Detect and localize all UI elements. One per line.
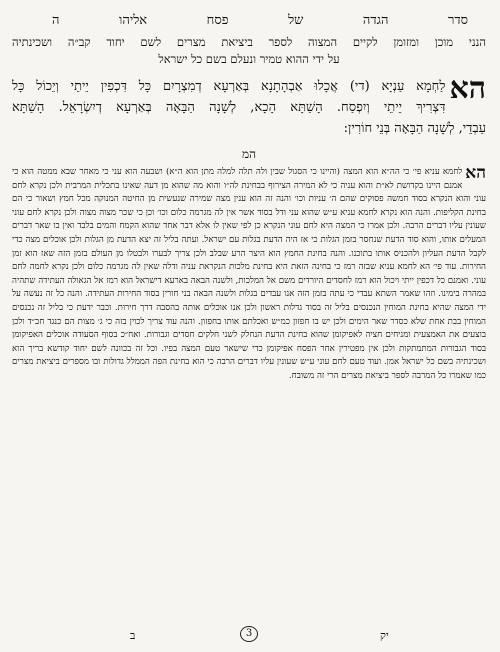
ha-line-1: לַחְמָא עַנְיָא (די) אֲכָלוּ אַבְהָתָנָא בְּאַרְעָא דְמִצְרָיִם כָּל דִּכְפִין יֵיתֵי וְיֵכוֹל כָּל: [12, 79, 446, 94]
commentary-text: לחמא עניא פי׳ כי הה״א הוא המצה (והיינו כי הסגול שבין ולה תלה למלה מתן הוא ה״א) ושבעה הוא עני כי מאחר שבא ממטה הוא כי אמנם היינו בקדושת לא״ת והוא עניה כי לא המירה הצירוף בבחינת לה״ו והוא מה שהוא מן דעה שאינו בתכלית המרבית ולכן נקרא לחם עוני והוא הנקרא בסוד חמשה פסוקים שהם ה׳ עניות וכו׳ והנה זה הוא ענין מצה שמירה שנעשית מן החיטה המנוקה מכל חמץ ושאור כי הם בחינת הקליפות. והנה הוא נקרא לחמא עניא ע״ש שהוא עני ודל בסוד אשר אין לה מגרמה כלום וכו׳ וכן כי שכר מצוה מצוה ולכן נקרא לחם עוני שעונין עליו דברים הרבה. ולכן אמרו כי המצה היא לחם עוני הנקרא כן לפי שאין לו אלא דבר אחד שהוא הקמח והמים בלבד ואין בו שאר דברים המעלים אותו, והוא סוד הדעת שנחסר בזמן הגלות כי אז היה הדעת בגלות עם ישראל. ועתה בליל זה יצא הדעת מן הגלות ולכן אוכלים מצה כדי לקבל הדעת העליון ולהכניס אותו בתוכנו. והנה בחינת החמץ הוא היצר הרע שבלב ולכן צריך לבערו ולבטלו מן העולם בזמן הזה שאז הוא זמן החירות. עוד פי׳ הא לחמא עניא שבזה רמז כי בחינה הזאת היא בחינת מלכות הנקראת עניה ודלה שאין לה מגרמה כלום ולכן נקרא לחמה לחם עוני. ואמנם כל דכפין ייתי ויכול הוא רמז לחסדים היורדים משם אל המלכות, ולשנה הבאה בארעא דישראל הוא רמז אל הגאולה העתידה שתהיה במהרה בימינו. וזהו שאמר השתא עבדי כי עתה בזמן הזה אנו עבדים בגלות ולשנה הבאה בני חורין בסוד החירות העתידה. והנה כל זה נעשה על ידי המצה שהיא בחינת המוחין הנכנסים בליל זה בסוד גדלות ראשון ולכן אנו אוכלים אותה בהסבה דרך חירות. וכבר ידעת כי בליל זה נכנסים המוחין בבת אחת שלא כסדר שאר הימים ולכן יש בו חפזון כמ״ש ואכלתם אותו בחפזון. והנה עוד צריך לכוין בזה כי ג׳ מצות הם כנגד חב״ד ולכן בוצעים את האמצעית ומניחים חציה לאפיקומן שהוא בחינת הדעת הנחלק לשני חלקים חסדים וגבורות. ואח״כ בסוף הסעודה אוכלים האפיקומן בסוד הגבורות המתמתקות ולכן אין מפטירין אחר הפסח אפיקומן כדי שישאר טעם המצה בפיו. וכל זה בכוונה לשם יחוד קודשא בריך הוא ושכינתיה בשם כל ישראל אמן. ועוד טעם לחם עוני ע״ש שעונין עליו דברים הרבה כי הוא בחינת הפה הממלל גדולות ובו מספרים ביציאת מצרים כמו שאמרו כל המרבה לספר ביציאת מצרים הרי זה משובח.: [12, 167, 486, 381]
commentary-block: [12, 163, 486, 384]
header-word: פסח: [206, 13, 229, 28]
header-word: סדר: [447, 13, 468, 28]
section-label: המ: [241, 147, 256, 161]
footer-signature-right: יק: [380, 629, 389, 642]
ha-line-3: עַבְדֵי, לְשָׁנָה הַבָּאָה בְּנֵי חוֹרִין:: [343, 121, 486, 136]
intro-line-1: הנני מוכן ומזומן לקיים המצוה לספר ביציאת מצרים לשם יחוד קב״ה ושכינתיה: [12, 35, 486, 49]
intro-line-2: על ידי ההוא טמיר ונעלם בשם כל ישראל: [158, 52, 340, 66]
ha-initial-word: הא: [449, 71, 486, 106]
ha-line-2: דִּצְרִיךְ יֵיתֵי וְיִפְסַח. הָשַׁתָּא הָכָא, לְשָׁנָה הַבָּאָה בְּאַרְעָא דְיִשְׂרָאֵל. הָשַׁתָּא: [12, 100, 446, 115]
header-word: הגדה: [362, 13, 389, 28]
header-word: ה: [52, 13, 60, 28]
header-word: אליהו: [119, 13, 148, 28]
footer-signature-left: ב: [130, 629, 136, 642]
commentary-initial-word: הא: [465, 163, 486, 183]
page-number: 3: [240, 626, 258, 642]
ha-lachma-block: [12, 71, 486, 139]
header-word: של: [288, 13, 304, 28]
page-header: [12, 12, 486, 28]
